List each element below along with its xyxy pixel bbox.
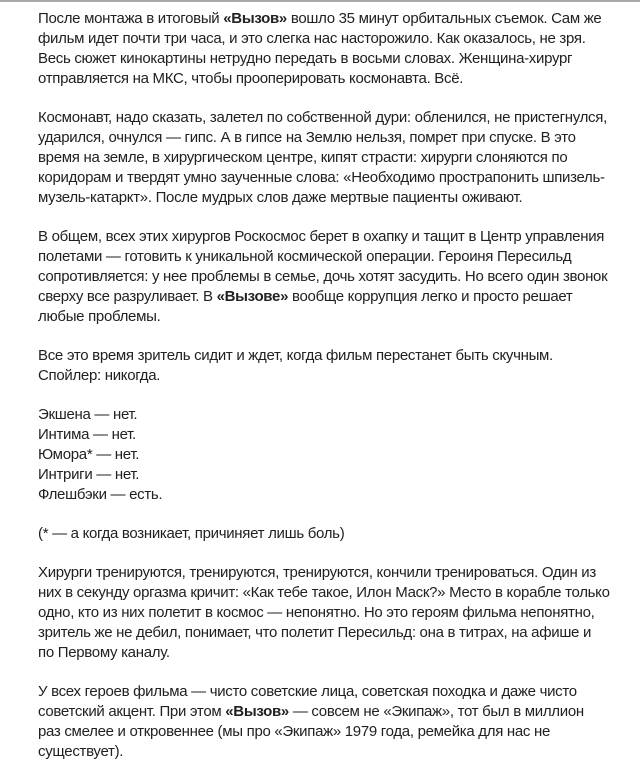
list-line: Интриги — нет.	[38, 466, 140, 483]
paragraph	[38, 9, 610, 89]
text-segment: Все это время зритель сидит и ждет, когда фильм перестанет быть скучным. Спойлер: никогда.	[38, 347, 553, 384]
list-line: Флешбэки — есть.	[38, 486, 163, 503]
paragraph	[38, 563, 610, 663]
film-title: «Вызов»	[223, 10, 287, 27]
list-block	[38, 405, 610, 505]
paragraph	[38, 682, 610, 762]
text-segment: После монтажа в итоговый	[38, 10, 224, 27]
paragraph	[38, 346, 610, 386]
list-line: Экшена — нет.	[38, 406, 138, 423]
list-line: Юмора* — нет.	[38, 446, 140, 463]
paragraph	[38, 227, 610, 327]
text-segment: Хирурги тренируются, тренируются, тренируются, кончили тренироваться. Один из них в секунду оргазма кричит: «Как тебе такое, Илон Маск?» Место в корабле только одно, кто из них полетит в космос — непонятно. Но это героям фильма непонятно, зритель же не дебил, понимает, что полетит Пересильд: она в титрах, на афише и по Первому каналу.	[38, 564, 610, 661]
film-title: «Вызове»	[216, 288, 289, 305]
text-segment: (* — а когда возникает, причиняет лишь боль)	[38, 525, 345, 542]
paragraph	[38, 108, 610, 208]
paragraph	[38, 524, 610, 544]
list-line: Интима — нет.	[38, 426, 136, 443]
article-body	[0, 2, 640, 762]
text-segment: Космонавт, надо сказать, залетел по собственной дури: обленился, не пристегнулся, ударился, очнулся — гипс. А в гипсе на Землю нельзя, помрет при спуске. В это время на земле, в хирургическом центре, кипят страсти: хирурги слоняются по коридорам и твердят умно заученные слова: «Необходимо прострапонить шпизель-музель-катаркт». После мудрых слов даже мертвые пациенты оживают.	[38, 109, 607, 206]
text-segment: вошло 35 минут орбитальных съемок. Сам же фильм идет почти три часа, и это слегка нас насторожило. Как оказалось, не зря. Весь сюжет кинокартины нетрудно передать в восьми словах. Женщина-хирург отправляется на МКС, чтобы прооперировать космонавта. Всё.	[38, 10, 602, 87]
text-segment: У всех героев фильма — чисто советские лица, советская походка и даже чисто советский акцент. При этом	[38, 683, 577, 720]
text-segment: вообще коррупция легко и просто решает любые проблемы.	[38, 288, 573, 325]
text-segment: — совсем не «Экипаж», тот был в миллион раз смелее и откровеннее (мы про «Экипаж» 1979 года, ремейка для нас не существует).	[38, 703, 584, 760]
text-segment: В общем, всех этих хирургов Роскосмос берет в охапку и тащит в Центр управления полетами — готовить к уникальной космической операции. Героиня Пересильд сопротивляется: у нее проблемы в семье, дочь хотят засудить. Но всего один звонок сверху все разруливает. В	[38, 228, 608, 305]
film-title: «Вызов»	[225, 703, 289, 720]
